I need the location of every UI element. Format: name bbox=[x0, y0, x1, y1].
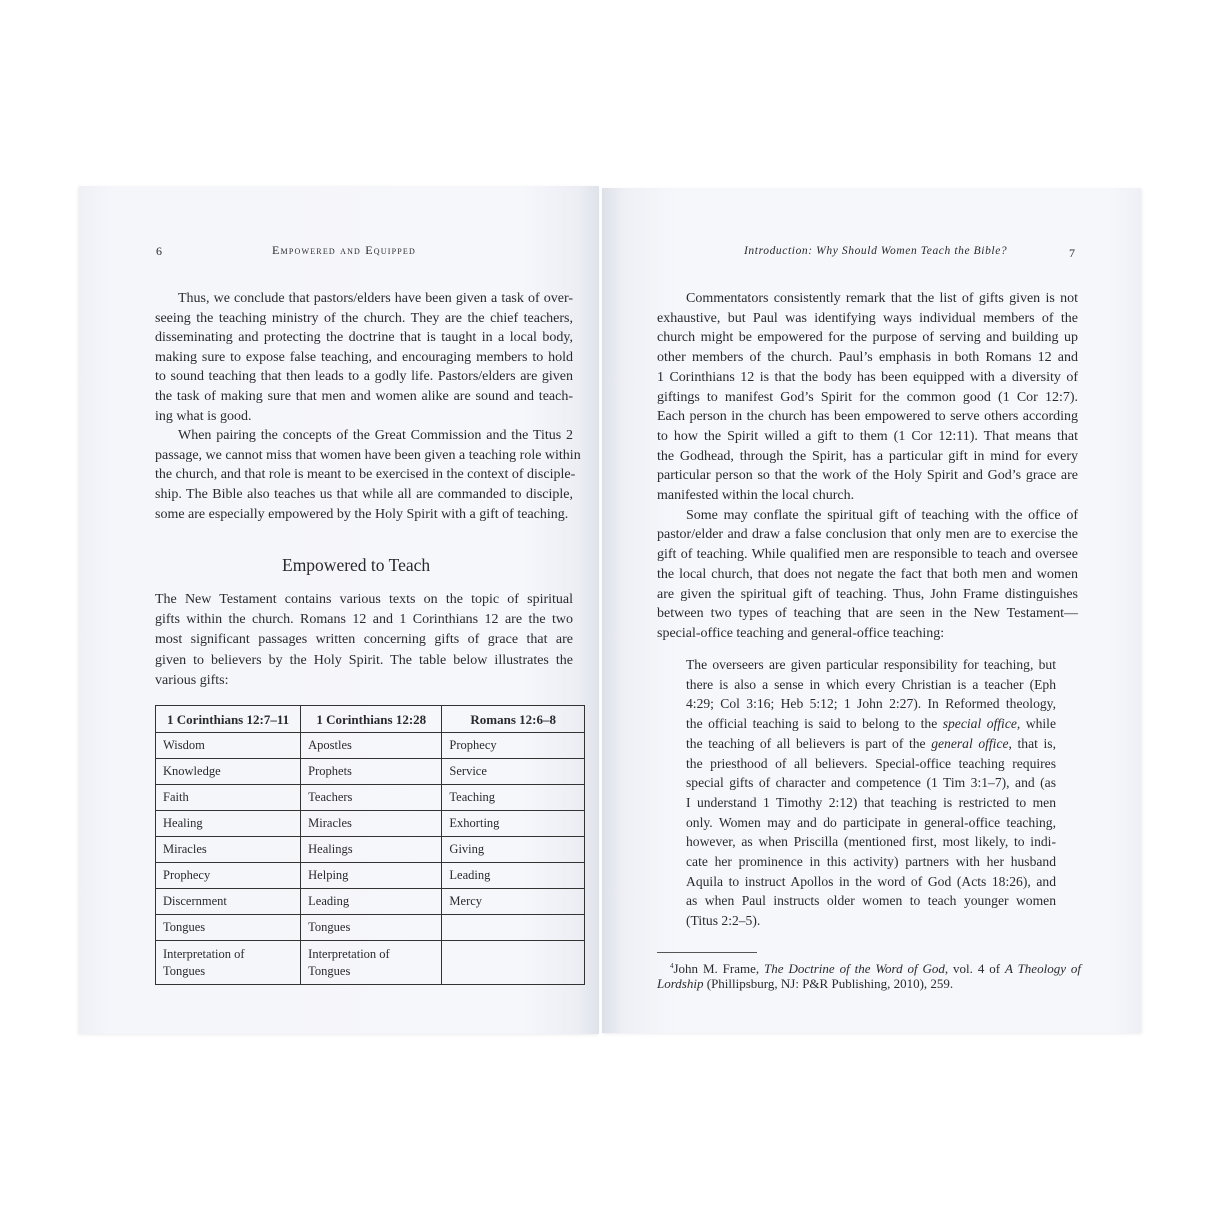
table-header-row bbox=[156, 706, 585, 733]
block-quote-line: special gifts of character and competence (1 Tim 3:1–7), and (as bbox=[686, 775, 1056, 791]
table-cell: Prophets bbox=[301, 759, 442, 785]
block-quote-line: I understand 1 Timothy 2:12) that teaching is restricted to men bbox=[686, 794, 1056, 810]
paragraph-line: most significant passages written concerning gifts of grace that are bbox=[155, 632, 573, 648]
table-body bbox=[156, 733, 585, 985]
table-cell: Faith bbox=[156, 785, 301, 811]
paragraph-line: Thus, we conclude that pastors/elders have been given a task of over- bbox=[178, 291, 573, 306]
paragraph-line: manifested within the local church. bbox=[657, 488, 855, 503]
paragraph-line: some are especially empowered by the Holy Spirit with a gift of teaching. bbox=[155, 506, 569, 522]
table-cell: Leading bbox=[301, 889, 442, 915]
table-header-cell: 1 Corinthians 12:7–11 bbox=[156, 706, 301, 733]
block-quote-line: (Titus 2:2–5). bbox=[686, 913, 761, 929]
block-quote-line: 4:29; Col 3:16; Heb 5:12; 1 John 2:27). In Reformed theology, bbox=[686, 696, 1056, 712]
footnote-segment: Lordship bbox=[657, 976, 704, 991]
paragraph-line: passage, we cannot miss that women have been given a teaching role within bbox=[155, 447, 581, 463]
footnote-segment: (Phillipsburg, NJ: P&R Publishing, 2010), 259. bbox=[703, 976, 954, 991]
running-head-left: Empowered and Equipped bbox=[272, 243, 416, 257]
block-quote-line bbox=[686, 715, 1056, 733]
block-quote-segment: , while bbox=[1016, 716, 1056, 732]
table-row bbox=[156, 785, 585, 811]
table-cell: Miracles bbox=[301, 811, 442, 837]
page-number-left: 6 bbox=[156, 244, 162, 258]
block-quote-segment: the official teaching is said to belong to the bbox=[686, 716, 943, 732]
table-cell: Tongues bbox=[301, 915, 442, 941]
footnote-segment: , vol. 4 of bbox=[944, 961, 1005, 976]
paragraph-line: the task of making sure that men and women alike are sound and teach- bbox=[155, 389, 573, 404]
footnote-rule bbox=[657, 952, 757, 953]
table-cell: Leading bbox=[442, 863, 585, 889]
paragraph-line: are given the spiritual gift of teaching. Thus, John Frame distinguishes bbox=[657, 586, 1078, 602]
table-row bbox=[156, 837, 585, 863]
table-row bbox=[156, 733, 585, 759]
table-row bbox=[156, 941, 585, 985]
running-head-right: Introduction: Why Should Women Teach the Bible? bbox=[744, 245, 1008, 257]
paragraph-line: giftings to manifest God’s Spirit for the common good (1 Cor 12:7). bbox=[657, 389, 1078, 405]
paragraph-line: Some may conflate the spiritual gift of teaching with the office of bbox=[686, 507, 1078, 523]
block-quote-segment: , that is, bbox=[1008, 735, 1056, 751]
table-cell: Tongues bbox=[156, 915, 301, 941]
paragraph-line: various gifts: bbox=[155, 672, 229, 688]
paragraph-line: special-office teaching and general-office teaching: bbox=[657, 625, 945, 641]
table-cell: Mercy bbox=[442, 889, 585, 915]
paragraph-line: Commentators consistently remark that the list of gifts given is not bbox=[686, 291, 1078, 306]
table-cell: Miracles bbox=[156, 837, 301, 863]
table-cell: Healings bbox=[301, 837, 442, 863]
block-quote-segment: the teaching of all believers is part of the bbox=[686, 735, 932, 751]
table-row bbox=[156, 889, 585, 915]
table-cell: Teachers bbox=[301, 785, 442, 811]
paragraph-line: disseminating and protecting the doctrine that is taught in a local body, bbox=[155, 330, 573, 346]
footnote-segment: The Doctrine of the Word of God bbox=[764, 961, 945, 976]
paragraph-line: between two types of teaching that are seen in the New Testament— bbox=[657, 606, 1078, 622]
block-quote-line: the priesthood of all believers. Special-office teaching requires bbox=[686, 755, 1056, 771]
table-cell: Prophecy bbox=[442, 733, 585, 759]
table-cell: Prophecy bbox=[156, 863, 301, 889]
block-quote-line: as when Paul instructs older women to teach younger women bbox=[686, 893, 1056, 909]
table-cell: Interpretation of Tongues bbox=[301, 941, 442, 985]
paragraph-line: particular person so that the work of the Holy Spirit and God’s grace are bbox=[657, 468, 1078, 484]
table-cell: Knowledge bbox=[156, 759, 301, 785]
table-header-cell: 1 Corinthians 12:28 bbox=[301, 706, 442, 733]
paragraph-line: seeing the teaching ministry of the church. They are the chief teachers, bbox=[155, 310, 573, 326]
block-quote-line: however, as when Priscilla (mentioned first, most likely, to indi- bbox=[686, 834, 1056, 850]
paragraph-line: the local church, that does not negate the fact that both men and women bbox=[657, 566, 1078, 582]
table-cell: Giving bbox=[442, 837, 585, 863]
table-row bbox=[156, 915, 585, 941]
paragraph-line: The New Testament contains various texts on the topic of spiritual bbox=[155, 592, 573, 607]
footnote-segment: John M. Frame, bbox=[673, 961, 765, 976]
block-quote-line: only. Women may and do participate in general-office teaching, bbox=[686, 814, 1056, 830]
paragraph-line: the church, and that role is meant to be exercised in the context of disciple- bbox=[155, 467, 576, 483]
spiritual-gifts-table bbox=[155, 705, 585, 985]
block-quote-line: The overseers are given particular responsibility for teaching, but bbox=[686, 657, 1056, 672]
block-quote-segment: special office bbox=[942, 716, 1017, 732]
table-row bbox=[156, 759, 585, 785]
table-header-cell: Romans 12:6–8 bbox=[442, 706, 585, 733]
table-cell: Helping bbox=[301, 863, 442, 889]
table-cell: Discernment bbox=[156, 889, 301, 915]
section-heading: Empowered to Teach bbox=[282, 555, 431, 575]
paragraph-line: When pairing the concepts of the Great Commission and the Titus 2 bbox=[178, 428, 573, 444]
paragraph-line: gift of teaching. While qualified men are responsible to teach and oversee bbox=[657, 547, 1078, 563]
block-quote-line: there is also a sense in which every Christian is a teacher (Eph bbox=[686, 676, 1056, 692]
paragraph-line: ing what is good. bbox=[155, 408, 252, 424]
paragraph-line: exhaustive, but Paul was identifying ways individual members of the bbox=[657, 310, 1078, 326]
table-cell: Apostles bbox=[301, 733, 442, 759]
table-cell: Healing bbox=[156, 811, 301, 837]
footnote-number: 4 bbox=[670, 962, 674, 970]
paragraph-line: given to believers by the Holy Spirit. The table below illustrates the bbox=[155, 652, 573, 668]
paragraph-line: gifts within the church. Romans 12 and 1 Corinthians 12 are the two bbox=[155, 612, 573, 628]
table-cell: Service bbox=[442, 759, 585, 785]
paragraph-line: 1 Corinthians 12 is that the body has been equipped with a diversity of bbox=[657, 369, 1078, 385]
footnote-segment: A Theology of bbox=[1004, 961, 1081, 976]
block-quote-line bbox=[686, 735, 1056, 753]
table-cell bbox=[442, 915, 585, 941]
page-number-right: 7 bbox=[1069, 246, 1075, 260]
paragraph-line: making sure to expose false teaching, and encouraging members to hold bbox=[155, 349, 573, 365]
table-cell bbox=[442, 941, 585, 985]
table-cell: Interpretation of Tongues bbox=[156, 941, 301, 985]
block-quote-line: cate her prominence in this activity) partners with her husband bbox=[686, 854, 1056, 869]
paragraph-line: ship. The Bible also teaches us that while all are commanded to disciple, bbox=[155, 487, 573, 502]
paragraph-line: to sound teaching that then leads to a godly life. Pastors/elders are given bbox=[155, 369, 573, 385]
table-cell: Wisdom bbox=[156, 733, 301, 759]
footnote-line bbox=[657, 975, 953, 993]
table-row bbox=[156, 863, 585, 889]
paragraph-line: Each person in the church has been empowered to serve others according bbox=[657, 409, 1078, 425]
table-cell: Teaching bbox=[442, 785, 585, 811]
paragraph-line: the Godhead, through the Spirit, has a particular gift in mind for every bbox=[657, 448, 1078, 464]
block-quote-line: Aquila to instruct Apollos in the word of God (Acts 18:26), and bbox=[686, 873, 1056, 889]
paragraph-line: to how the Spirit willed a gift to them (1 Cor 12:11). That means that bbox=[657, 428, 1078, 444]
table-cell: Exhorting bbox=[442, 811, 585, 837]
block-quote-segment: general office bbox=[931, 735, 1009, 751]
table-row bbox=[156, 811, 585, 837]
paragraph-line: other members of the church. Paul’s emphasis in both Romans 12 and bbox=[657, 350, 1078, 366]
paragraph-line: pastor/elder and draw a false conclusion that only men are to exercise the bbox=[657, 527, 1078, 543]
paragraph-line: church might be empowered for the purpose of serving and building up bbox=[657, 330, 1078, 346]
